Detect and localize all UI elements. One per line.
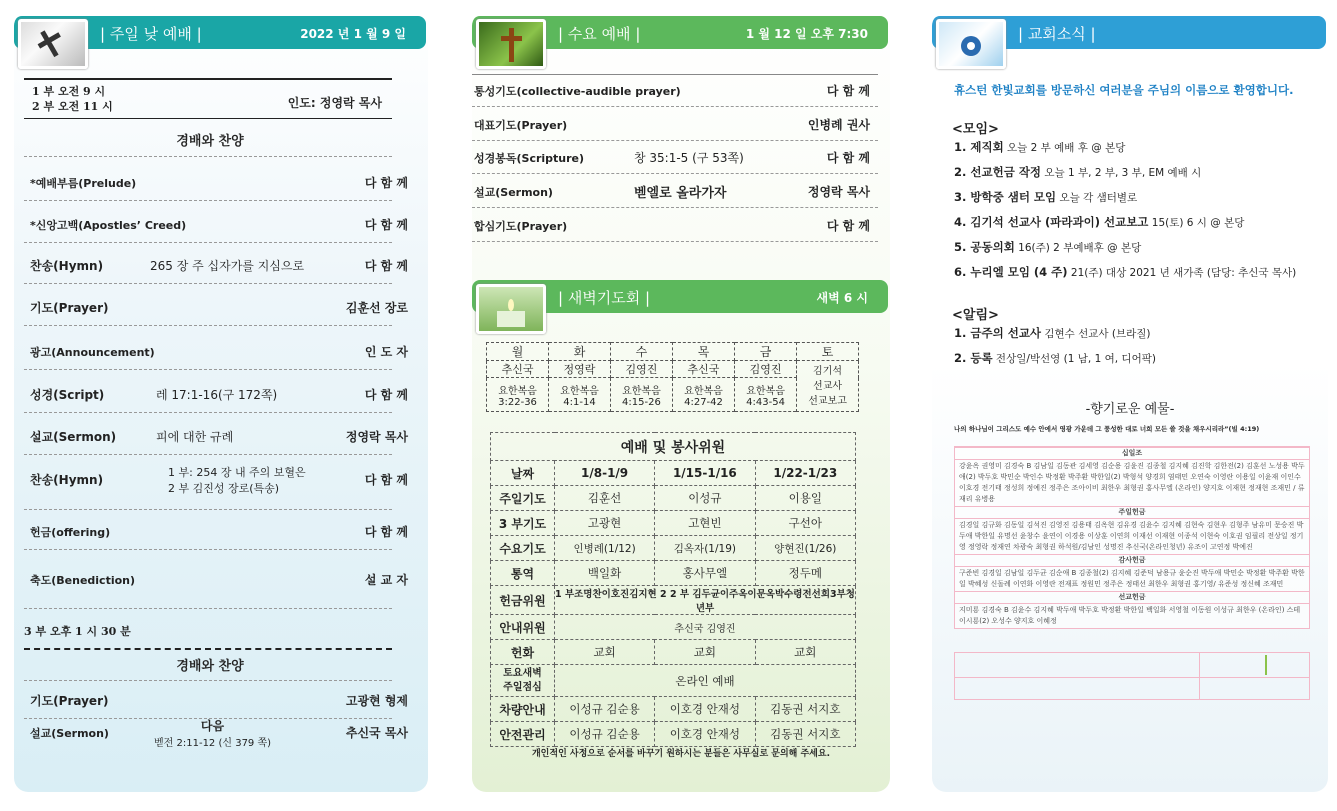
item-person: 다 함 께 [826,84,870,98]
news-item: 6. 누리엘 모임 (4 주) 21(주) 대상 2021 년 새가족 (담당: 추신국 목사) [954,265,1297,279]
news-panel [932,12,1328,792]
committee-cell: 이성규 [655,486,755,511]
offering-table-empty [954,652,1310,700]
dawn-leader: 김영진 [735,361,797,378]
sunday-title: | 주일 낮 예배 | [100,25,202,43]
item-label: *예배부름(Prelude) [30,176,137,190]
service-committee-table [490,432,856,747]
dawn-passage: 요한복음 4:43-54 [735,378,797,412]
item-label: 기도(Prayer) [30,301,109,315]
dawnmeal-label: 토요새벽 주일점심 [491,665,555,697]
news-item: 1. 제직회 오늘 2 부 예배 후 @ 본당 [954,140,1126,154]
dawn-title: | 새벽기도회 | [558,289,651,307]
offering-group-head: 선교헌금 [955,591,1309,604]
flower-3: 교회 [755,640,855,665]
committee-cell: 3 부기도 [491,511,555,536]
committee-title: 예배 및 봉사위원 [491,433,856,461]
time-1: 1 부 오전 9 시 [32,85,106,98]
time-3: 3 부 오후 1 시 30 분 [24,625,131,638]
order-item [30,386,408,403]
flower-label: 헌화 [491,640,555,665]
item-label: 찬송(Hymn) [30,259,104,273]
item-person: 다 함 께 [364,525,408,539]
item-label: 헌금(offering) [30,525,111,539]
divider [24,369,392,370]
cross-icon [21,22,85,66]
sunday-worship-panel [14,12,428,792]
item-label: 설교(Sermon) [30,726,109,740]
divider [472,74,878,75]
committee-cell: 고현빈 [655,511,755,536]
committee-row [491,486,856,511]
order-item [30,174,408,191]
dawn-leader: 김영진 [610,361,672,378]
offering-list [954,446,1310,629]
order-item [474,183,870,200]
offering-group-names: 강윤옥 권영미 김경숙 B 김남일 김동관 김세영 김순용 김윤진 김종철 김지혜 김진학 김한전(2) 김훈선 노성용 박두애(2) 박두호 박민순 박인수 박정환 박주환 박한일(2) 박형석 양경희 염태민 오연숙 이영란 이용일 이윤재 이인수 이호경 전기태 정성희 정예진 정주은 조아이비 최한우 최형권 홍사무엘 (온라인) 양지호 이재현 정재현 조재민 / 류재리 유병용 [959,462,1305,503]
parking-label: 차량안내 [491,697,555,722]
divider [24,156,392,157]
divider [24,200,392,201]
bible-cross-image [18,19,88,69]
item-person: 다 함 께 [826,151,870,165]
notices-list [954,325,1156,375]
order-item [30,343,408,360]
committee-cell: 인병례(1/12) [555,536,655,561]
notices-heading: <알림> [952,308,999,323]
committee-cell: 통역 [491,561,555,586]
dawn-day: 목 [672,343,734,361]
dawn-passage: 요한복음 4:1-14 [549,378,611,412]
divider [472,140,878,141]
committee-column: 1/22-1/23 [755,461,855,486]
meetings-list [954,139,1296,289]
divider [24,283,392,284]
parking-1: 이성규 김순용 [555,697,655,722]
safety-1: 이성규 김순용 [555,722,655,747]
item-person: 다 함 께 [364,259,408,273]
flower-2: 교회 [655,640,755,665]
offering-title: -향기로운 예물- [1085,402,1175,417]
leader: 인도: 정영락 목사 [287,96,382,110]
time-2: 2 부 오전 11 시 [32,100,113,113]
order-item [474,217,870,234]
item-label: *신앙고백(Apostles’ Creed) [30,218,187,232]
offering-label: 헌금위원 [491,586,555,615]
wednesday-title: | 수요 예배 | [558,25,641,43]
dawn-time: 새벽 6 시 [816,291,868,305]
flower-1: 교회 [555,640,655,665]
divider [472,173,878,174]
order-item [30,257,408,274]
item-person: 김훈선 장로 [345,301,408,315]
committee-cell: 백일화 [555,561,655,586]
news-title: | 교회소식 | [1018,25,1096,43]
divider [24,325,392,326]
committee-cell: 주일기도 [491,486,555,511]
item-label: 설교(Sermon) [474,185,553,199]
item-label: 광고(Announcement) [30,345,155,359]
dawn-passage: 요한복음 4:27-42 [672,378,734,412]
wooden-cross-icon [479,22,543,66]
item-detail: 265 장 주 십자가를 지심으로 [150,259,305,273]
parking-3: 김동권 서지호 [755,697,855,722]
offering-group-names: 지미룡 김경숙 B 김윤수 김지혜 박두애 박두호 박정환 박한일 백일화 서영철 이동원 이성규 최한우 (온라인) 스테이시룡(2) 오성수 양지호 이혜정 [959,606,1301,625]
order-item [474,82,870,99]
order-item [30,718,408,749]
committee-cell: 정두메 [755,561,855,586]
meetings-heading: <모임> [952,122,999,137]
welcome-text: 휴스턴 한빛교회를 방문하신 여러분을 주님의 이름으로 환영합니다. [954,83,1294,97]
safety-label: 안전관리 [491,722,555,747]
item-label: 성경(Script) [30,388,105,402]
item-person: 정영락 목사 [807,185,870,199]
dawn-leader: 정영락 [549,361,611,378]
flower-image [936,19,1006,69]
committee-cell: 홍사무엘 [655,561,755,586]
section-title-2: 경배와 찬양 [176,659,244,674]
item-person: 다 함 께 [364,176,408,190]
item-detail: 벧엘로 올라가자 [634,186,727,201]
dawn-passage: 요한복음 3:22-36 [487,378,549,412]
divider [472,106,878,107]
service-times [32,84,113,114]
order-item [30,571,408,588]
order-item [30,299,408,316]
item-detail: 다음 벧전 2:11-12 (신 379 쪽) [154,718,272,749]
item-detail: 1 부: 254 장 내 주의 보혈은 2 부 김진성 장로(특송) [168,465,306,495]
item-label: 찬송(Hymn) [30,473,104,487]
flower-icon [939,22,1003,66]
divider [472,207,878,208]
item-label: 합심기도(Prayer) [474,219,568,233]
divider [24,648,392,650]
dawnmeal-value: 온라인 예배 [555,665,856,697]
order-item [30,692,408,709]
item-person: 다 함 께 [826,219,870,233]
divider [24,242,392,243]
sunday-date: 2022 년 1 월 9 일 [300,27,406,41]
committee-row [491,561,856,586]
news-item: 2. 등록 전상일/박선영 (1 남, 1 여, 디어팍) [954,351,1156,365]
wednesday-panel [472,12,890,792]
dawn-leader: 추신국 [487,361,549,378]
dawn-day: 토 [797,343,859,361]
item-detail: 창 35:1-5 (구 53쪽) [634,151,744,165]
news-item: 2. 선교헌금 작정 오늘 1 부, 2 부, 3 부, EM 예배 시 [954,165,1202,179]
committee-row [491,536,856,561]
order-item [30,216,408,233]
divider [472,241,878,242]
news-item: 5. 공동의회 16(주) 2 부예배후 @ 본당 [954,240,1142,254]
bible-verse: 나의 하나님이 그리스도 예수 안에서 영광 가운데 그 풍성한 대로 너희 모든 쓸 것을 채우시리라”(빌 4:19) [954,425,1260,433]
item-person: 추신국 목사 [345,726,408,740]
order-item [474,116,870,133]
item-person: 고광현 형제 [345,694,408,708]
dawn-day: 수 [610,343,672,361]
divider [24,549,392,550]
item-person: 다 함 께 [364,218,408,232]
divider [24,454,392,455]
dawn-day: 금 [735,343,797,361]
order-item [30,428,408,445]
dawn-saturday: 김기석 선교사 선교보고 [797,361,859,412]
offering-group-head: 십일조 [955,447,1309,460]
divider [24,680,392,681]
news-item: 1. 금주의 선교사 김현수 선교사 (브라질) [954,326,1151,340]
item-detail: 레 17:1-16(구 172쪽) [156,388,278,402]
committee-column: 1/8-1/9 [555,461,655,486]
committee-cell: 양현진(1/26) [755,536,855,561]
item-person: 인병례 권사 [807,118,870,132]
order-item [30,465,408,495]
usher-members: 추신국 김영진 [555,615,856,640]
parking-2: 이호경 안재성 [655,697,755,722]
dawn-leader: 추신국 [672,361,734,378]
item-label: 설교(Sermon) [30,430,117,444]
offering-group-names: 김경일 김규화 김동일 김석진 김영진 김용태 김옥현 김유경 김윤수 김지혜 김현숙 김현우 김형주 남유미 문승진 박두애 박한일 유명선 윤창수 윤연이 이경용 이상훈 이연희 이재선 이재현 이종석 이현숙 이호권 임필리 전상일 정기영 정영락 정재연 차광숙 최형권 하석원/김남인 성명진 추신국(온라인청년) 유조이 고연정 박예진 [959,521,1304,551]
committee-cell: 고광현 [555,511,655,536]
item-person: 인 도 자 [364,345,408,359]
safety-3: 김동권 서지호 [755,722,855,747]
committee-row [491,511,856,536]
divider [24,412,392,413]
item-detail: 피에 대한 규례 [156,430,234,444]
committee-cell: 수요기도 [491,536,555,561]
item-label: 축도(Benediction) [30,573,136,587]
divider [24,78,392,80]
item-label: 통성기도(collective-audible prayer) [474,84,681,98]
safety-2: 이호경 안재성 [655,722,755,747]
usher-label: 안내위원 [491,615,555,640]
offering-members: 1 부조명찬이호진김지현 2 2 부 김두균이주옥이문옥박수령전선희3부청년부 [555,586,856,615]
order-item [30,523,408,540]
committee-cell: 이용일 [755,486,855,511]
order-item [474,149,870,166]
divider [24,509,392,510]
item-label: 기도(Prayer) [30,694,109,708]
offering-group-head: 감사헌금 [955,554,1309,567]
cross-image [476,19,546,69]
item-label: 대표기도(Prayer) [474,118,568,132]
item-person: 다 함 께 [364,388,408,402]
dawn-day: 화 [549,343,611,361]
committee-note: 개인적인 사정으로 순서를 바꾸기 원하시는 분들은 사무실로 문의해 주세요. [531,749,830,759]
item-label: 성경봉독(Scripture) [474,151,585,165]
committee-cell: 김옥자(1/19) [655,536,755,561]
committee-cell: 김훈선 [555,486,655,511]
wednesday-date: 1 월 12 일 오후 7:30 [745,27,868,41]
news-item: 4. 김기석 선교사 (파라과이) 선교보고 15(토) 6 시 @ 본당 [954,215,1245,229]
dawn-day: 월 [487,343,549,361]
dawn-passage: 요한복음 4:15-26 [610,378,672,412]
candle-icon [479,287,543,331]
divider [24,118,392,119]
committee-cell: 구선아 [755,511,855,536]
section-title: 경배와 찬양 [176,134,244,149]
offering-group-names: 구준빈 김경일 김남일 김두균 김순애 B 김종철(2) 김지혜 김준덕 남용규 윤순진 박두애 박민순 박정환 박주환 박한일 박혜성 신돌례 이연화 이영란 전재표 정원민 정주은 정태선 최한우 최형권 홍기영/ 유준성 정신혜 조재민 [959,569,1305,588]
candle-image [476,284,546,334]
committee-column: 1/15-1/16 [655,461,755,486]
offering-group-head: 주일헌금 [955,506,1309,519]
item-person: 설 교 자 [364,573,408,587]
committee-column: 날짜 [491,461,555,486]
dawn-schedule-table [486,342,859,412]
divider [24,608,392,609]
news-item: 3. 방학중 샘터 모임 오늘 각 샘터별로 [954,190,1138,204]
item-person: 정영락 목사 [345,430,408,444]
item-person: 다 함 께 [364,473,408,487]
